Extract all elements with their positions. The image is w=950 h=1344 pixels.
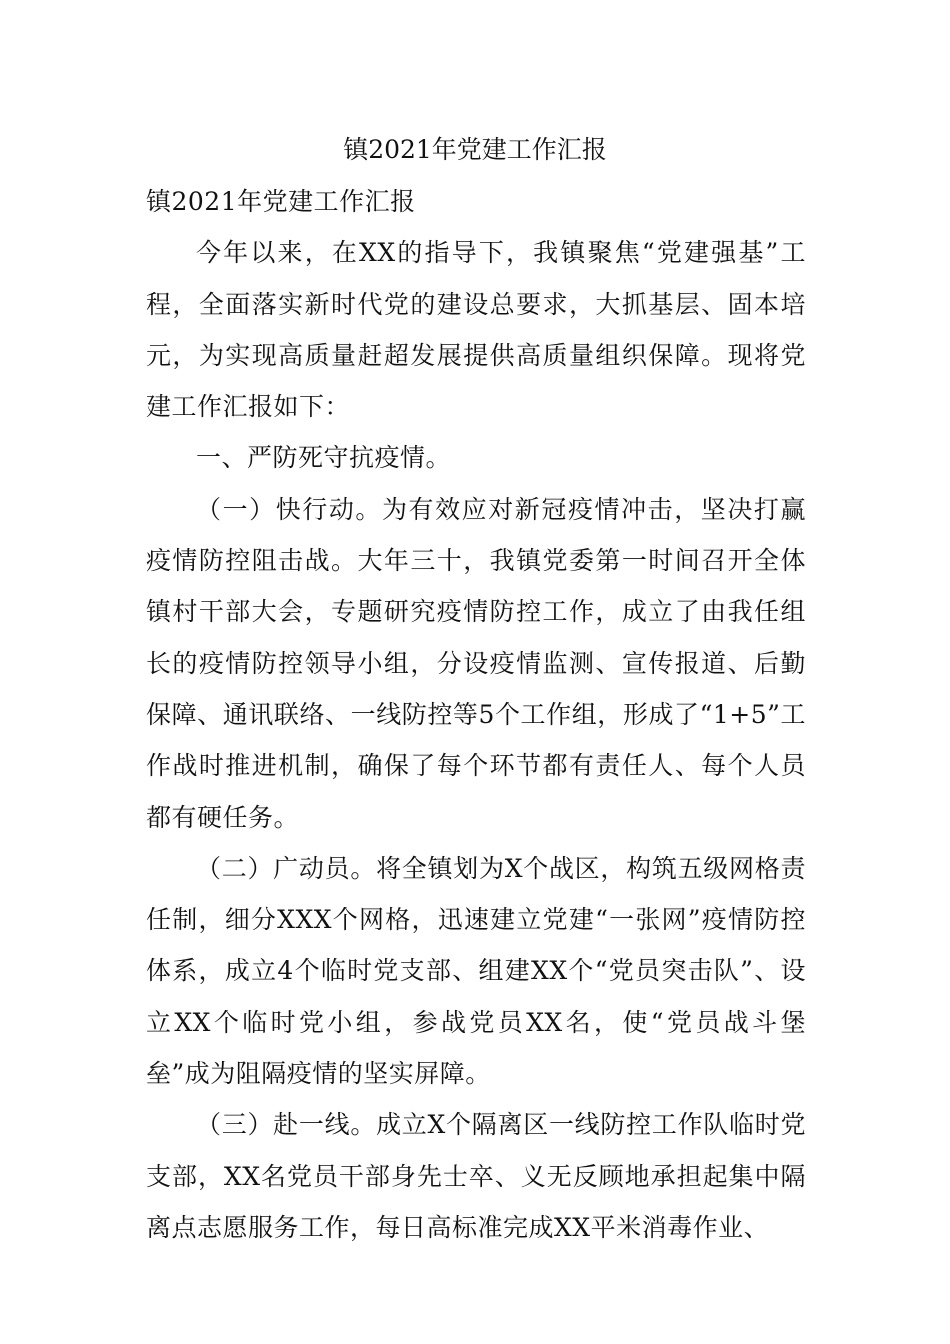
intro-paragraph: 今年以来，在XX的指导下，我镇聚焦“党建强基”工程，全面落实新时代党的建设总要求，大抓基层、固本培元，为实现高质量赶超发展提供高质量组织保障。现将党建工作汇报如下： <box>146 238 806 422</box>
paragraph-quick-action: （一）快行动。为有效应对新冠疫情冲击，坚决打赢疫情防控阻击战。大年三十，我镇党委第一时间召开全体镇村干部大会，专题研究疫情防控工作，成立了由我任组长的疫情防控领导小组，分设疫情监测、宣传报道、后勤保障、通讯联络、一线防控等5个工作组，形成了“1+5”工作战时推进机制，确保了每个环节都有责任人、每个人员都有硬任务。 <box>146 494 806 832</box>
paragraph-frontline: （三）赴一线。成立X个隔离区一线防控工作队临时党支部，XX名党员干部身先士卒、义无反顾地承担起集中隔离点志愿服务工作，每日高标准完成XX平米消毒作业、 <box>146 1110 806 1242</box>
paragraph-mobilization: （二）广动员。将全镇划为X个战区，构筑五级网格责任制，细分XXX个网格，迅速建立党建“一张网”疫情防控体系，成立4个临时党支部、组建XX个“党员突击队”、设立XX个临时党小组，参战党员XX名，使“党员战斗堡垒”成为阻隔疫情的坚实屏障。 <box>146 853 806 1089</box>
document-title: 镇2021年党建工作汇报 <box>343 135 607 164</box>
subtitle-line: 镇2021年党建工作汇报 <box>146 187 416 216</box>
document-body <box>146 176 806 1253</box>
section-heading-1: 一、严防死守抗疫情。 <box>196 443 452 473</box>
